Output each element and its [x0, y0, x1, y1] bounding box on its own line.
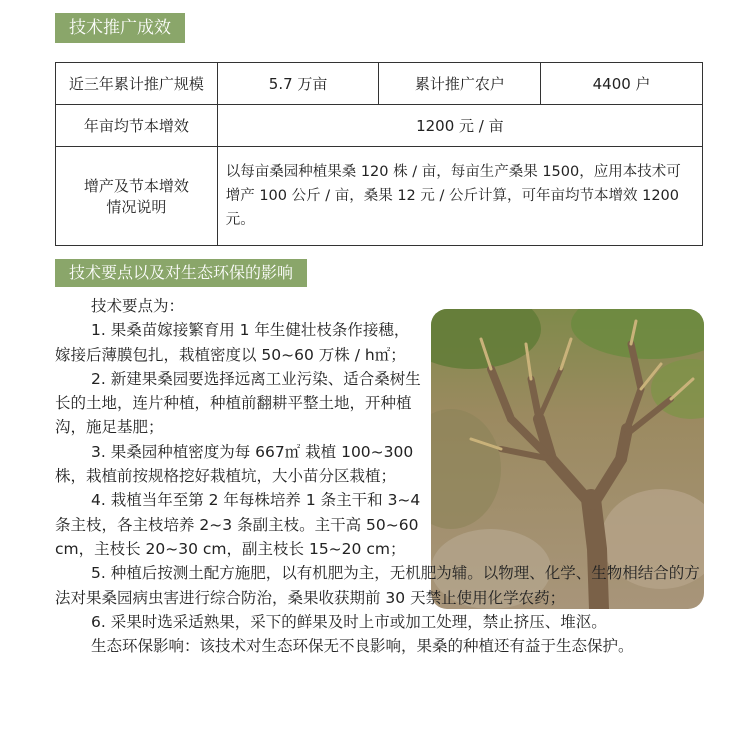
- paragraph: 1. 果桑苗嫁接繁育用 1 年生健壮枝条作接穗，嫁接后薄膜包扎，栽植密度以 50~60 万株 / h㎡；: [55, 321, 410, 364]
- paragraph: 2. 新建果桑园要选择远离工业污染、适合桑树生长的土地，连片种植，种植前翻耕平整土地，开种植沟，施足基肥；: [55, 369, 421, 437]
- explain-text: 以每亩桑园种植果桑 120 株 / 亩，每亩生产桑果 1500，应用本技术可增产 100 公斤 / 亩，桑果 12 元 / 公斤计算，可年亩均节本增效 1200 元。: [217, 147, 702, 246]
- table-row: [56, 63, 703, 105]
- saving-label: 年亩均节本增效: [56, 105, 218, 147]
- saving-value: 1200 元 / 亩: [217, 105, 702, 147]
- intro-paragraph: 技术要点为：: [91, 297, 185, 315]
- scale-value: 5.7 万亩: [217, 63, 379, 105]
- section-title-key-points: 技术要点以及对生态环保的影响: [55, 259, 307, 287]
- explain-label-line: 增产及节本增效: [83, 177, 189, 195]
- farmers-label: 累计推广农户: [379, 63, 541, 105]
- paragraph: 5. 种植后按测土配方施肥，以有机肥为主，无机肥为辅。以物理、化学、生物相结合的方法对果桑园病虫害进行综合防治，桑果收获期前 30 天禁止使用化学农药；: [55, 564, 700, 607]
- scale-label: 近三年累计推广规模: [56, 63, 218, 105]
- paragraph: 3. 果桑园种植密度为每 667㎡ 栽植 100~300 株，栽植前按规格挖好栽植坑，大小苗分区栽植；: [55, 442, 414, 486]
- section-title-results: 技术推广成效: [55, 13, 185, 43]
- paragraph: 4. 栽植当年至第 2 年每株培养 1 条主干和 3~4 条主枝，各主枝培养 2~3 条副主枝。主干高 50~60 cm，主枝长 20~30 cm，副主枝长 15~20 cm；: [55, 491, 421, 558]
- results-table: [55, 62, 703, 246]
- farmers-value: 4400 户: [541, 63, 703, 105]
- paragraph: 6. 采果时选采适熟果，采下的鲜果及时上市或加工处理，禁止挤压、堆沤。: [91, 612, 607, 631]
- paragraph: 生态环保影响：该技术对生态环保无不良影响，果桑的种植还有益于生态保护。: [91, 637, 634, 656]
- table-row: [56, 147, 703, 246]
- explain-label-line: 情况说明: [106, 198, 167, 216]
- key-points-text: [55, 294, 705, 658]
- table-row: [56, 105, 703, 147]
- explain-label: [56, 147, 218, 246]
